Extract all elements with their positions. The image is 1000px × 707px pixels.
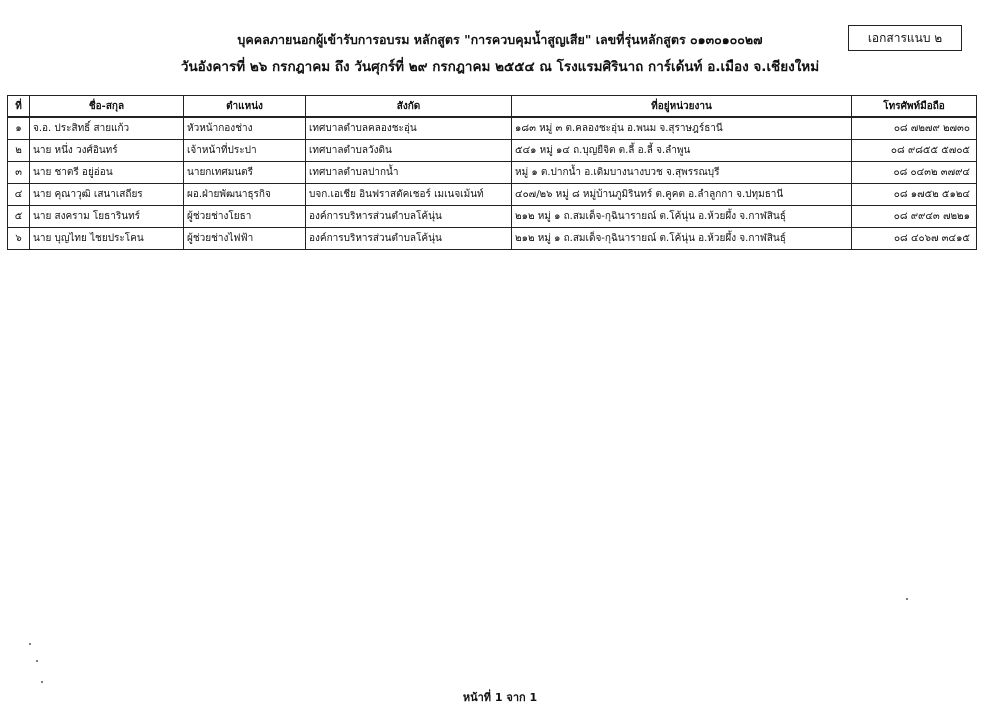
header-affiliation: สังกัด [306, 96, 512, 118]
cell-no: ๖ [8, 228, 30, 250]
attachment-label: เอกสารแนบ ๒ [867, 30, 943, 45]
page-number: หน้าที่ 1 จาก 1 [462, 691, 538, 704]
cell-position: ผอ.ฝ่ายพัฒนาธุรกิจ [184, 184, 306, 206]
cell-phone: ๐๘ ๙๘๕๕ ๕๗๐๕ [852, 140, 977, 162]
scan-speck [906, 598, 908, 600]
cell-affiliation: เทศบาลตำบลคลองชะอุ่น [306, 117, 512, 140]
cell-phone: ๐๘ ๔๐๖๗ ๓๔๑๕ [852, 228, 977, 250]
header-no: ที่ [8, 96, 30, 118]
header-address: ที่อยู่หน่วยงาน [512, 96, 852, 118]
cell-affiliation: เทศบาลตำบลวังดิน [306, 140, 512, 162]
attachment-label-box [848, 25, 962, 51]
header-phone: โทรศัพท์มือถือ [852, 96, 977, 118]
cell-address: ๔๐๗/๒๖ หมู่ ๘ หมู่บ้านภูมิรินทร์ ต.คูคต อ.ลำลูกกา จ.ปทุมธานี [512, 184, 852, 206]
scan-speck [29, 643, 31, 645]
cell-affiliation: องค์การบริหารส่วนตำบลโค้นุ่น [306, 206, 512, 228]
table-header-row [8, 96, 977, 118]
document-title-line-1: บุคคลภายนอกผู้เข้ารับการอบรม หลักสูตร "การควบคุมน้ำสูญเสีย" เลขที่รุ่นหลักสูตร ๐๑๓๐๑๐๐๒๗ [237, 32, 763, 47]
cell-affiliation: บจก.เอเชีย อินฟราสตัคเชอร์ เมเนจเม้นท์ [306, 184, 512, 206]
cell-affiliation: เทศบาลตำบลปากน้ำ [306, 162, 512, 184]
cell-position: หัวหน้ากองช่าง [184, 117, 306, 140]
cell-phone: ๐๘ ๙๙๔๓ ๗๒๒๑ [852, 206, 977, 228]
table-row [8, 206, 977, 228]
cell-no: ๔ [8, 184, 30, 206]
cell-phone: ๐๘ ๑๗๕๒ ๕๑๒๔ [852, 184, 977, 206]
table-row [8, 117, 977, 140]
table-row [8, 184, 977, 206]
cell-no: ๕ [8, 206, 30, 228]
cell-no: ๓ [8, 162, 30, 184]
cell-position: นายกเทศมนตรี [184, 162, 306, 184]
cell-phone: ๐๘ ๗๒๗๙ ๒๗๓๐ [852, 117, 977, 140]
document-title-line-2: วันอังคารที่ ๒๖ กรกฎาคม ถึง วันศุกร์ที่ ๒๙ กรกฎาคม ๒๕๕๔ ณ โรงแรมศิรินาถ การ์เด้นท์ อ.เมือง จ.เชียงใหม่ [180, 59, 820, 75]
participants-table [7, 95, 977, 250]
cell-no: ๑ [8, 117, 30, 140]
scan-speck [41, 681, 43, 683]
cell-name: นาย ชาตรี อยู่อ่อน [30, 162, 184, 184]
scan-speck [36, 660, 38, 662]
cell-address: ๒๑๒ หมู่ ๑ ถ.สมเด็จ-กุฉินารายณ์ ต.โค้นุ่น อ.ห้วยผึ้ง จ.กาฬสินธุ์ [512, 206, 852, 228]
cell-name: นาย คุณาวุฒิ เสนาเสถียร [30, 184, 184, 206]
cell-affiliation: องค์การบริหารส่วนตำบลโค้นุ่น [306, 228, 512, 250]
cell-phone: ๐๘ ๐๔๓๒ ๓๗๙๔ [852, 162, 977, 184]
cell-address: ๒๑๒ หมู่ ๑ ถ.สมเด็จ-กุฉินารายณ์ ต.โค้นุ่น อ.ห้วยผึ้ง จ.กาฬสินธุ์ [512, 228, 852, 250]
cell-position: ผู้ช่วยช่างไฟฟ้า [184, 228, 306, 250]
cell-position: เจ้าหน้าที่ประปา [184, 140, 306, 162]
cell-address: ๕๔๑ หมู่ ๑๔ ถ.บุญยืจิต ต.ลี้ อ.ลี้ จ.ลำพูน [512, 140, 852, 162]
cell-position: ผู้ช่วยช่างโยธา [184, 206, 306, 228]
cell-address: หมู่ ๑ ต.ปากน้ำ อ.เดิมบางนางบวช จ.สุพรรณบุรี [512, 162, 852, 184]
cell-name: นาย หนึ่ง วงศ์อินทร์ [30, 140, 184, 162]
table-row [8, 162, 977, 184]
table-row [8, 228, 977, 250]
header-position: ตำแหน่ง [184, 96, 306, 118]
cell-name: จ.อ. ประสิทธิ์ สายแก้ว [30, 117, 184, 140]
cell-no: ๒ [8, 140, 30, 162]
cell-address: ๑๘๓ หมู่ ๓ ต.คลองชะอุ่น อ.พนม จ.สุราษฎร์ธานี [512, 117, 852, 140]
cell-name: นาย สงคราม โยธารินทร์ [30, 206, 184, 228]
header-name: ชื่อ-สกุล [30, 96, 184, 118]
cell-name: นาย บุญไทย ไชยประโคน [30, 228, 184, 250]
table-row [8, 140, 977, 162]
